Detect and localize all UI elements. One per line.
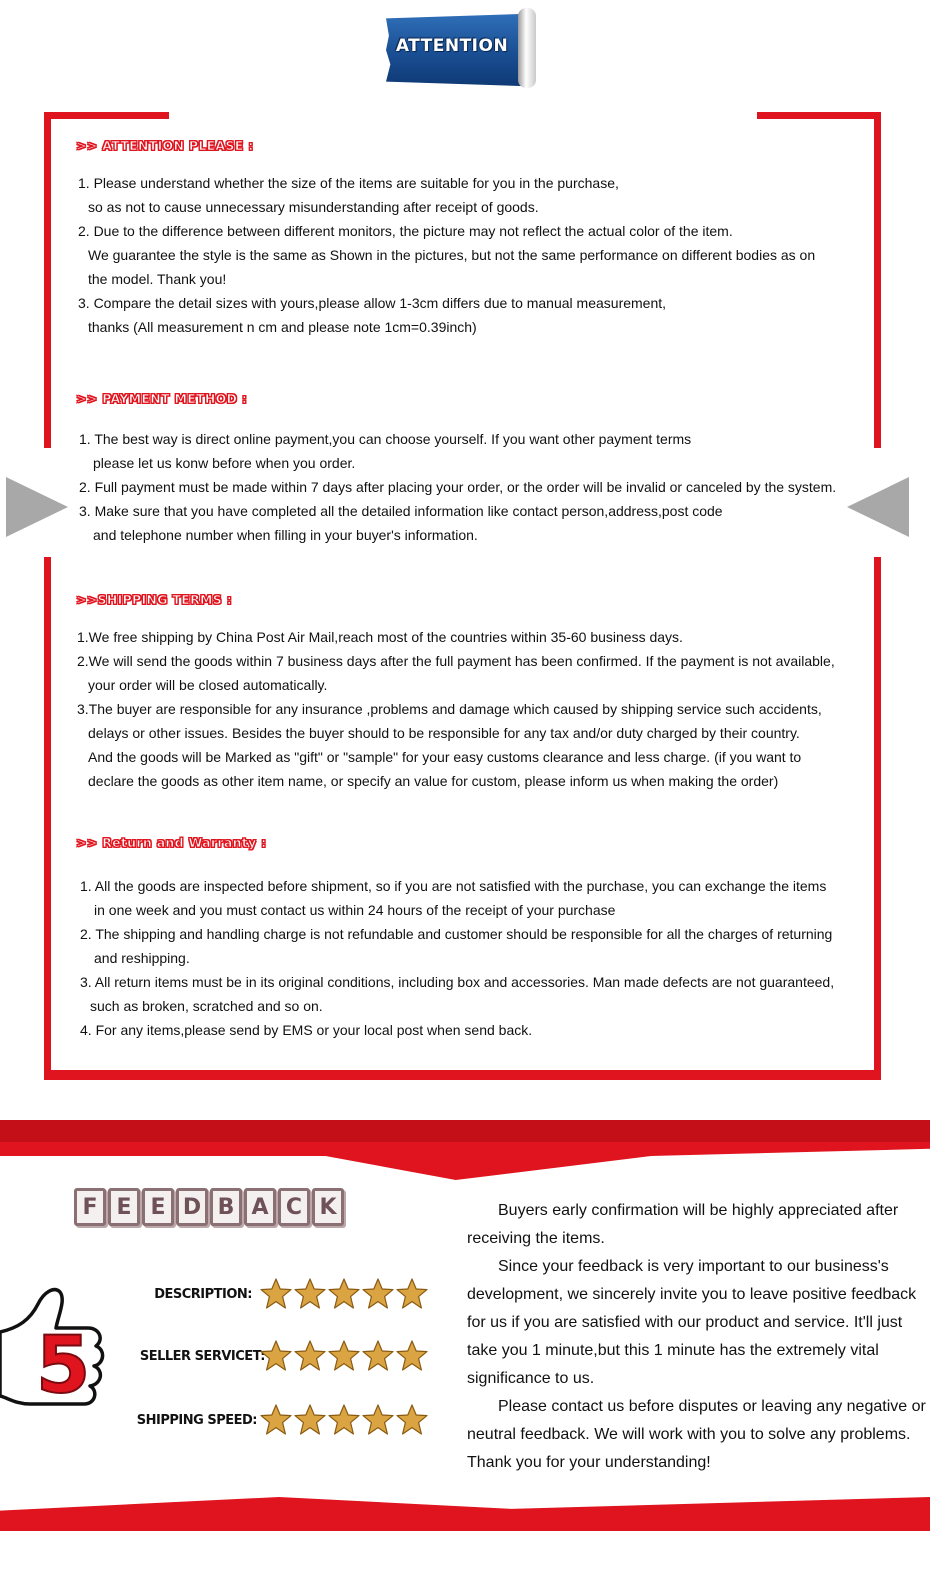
feedback-bottom-wave (0, 1497, 930, 1531)
feedback-letter: D (176, 1188, 208, 1226)
star-icon (396, 1404, 428, 1436)
rating-label: SELLER SERVICET: (139, 1348, 265, 1364)
attention-list (78, 171, 815, 339)
star-icon (396, 1278, 428, 1310)
star-icon (260, 1340, 292, 1372)
list-item: please let us konw before when you order. (93, 455, 356, 471)
payment-list (79, 427, 836, 547)
list-item: 1. All the goods are inspected before shipment, so if you are not satisfied with the purchase, you can exchange the items (80, 878, 827, 894)
feedback-letter: E (108, 1188, 140, 1226)
list-item: 3. All return items must be in its original conditions, including box and accessories. Man made defects are not guaranteed, (80, 974, 835, 990)
banner-scroll-curl (518, 8, 536, 88)
list-item: We guarantee the style is the same as Shown in the pictures, but not the same performance on different bodies as on (88, 247, 816, 263)
feedback-message (467, 1197, 927, 1477)
list-item: 3. Make sure that you have completed all the detailed information like contact person,address,post code (79, 503, 723, 519)
shipping-heading: >>SHIPPING TERMS : (76, 592, 232, 607)
feedback-paragraph: Since your feedback is very important to our business's development, we sincerely invite you to leave positive feedback for us if you are satisfied with our product and service. It'll just take you 1 minute,but this 1 minute has the extremely vital significance to us. (467, 1258, 917, 1387)
next-arrow-icon[interactable] (847, 477, 909, 537)
thumbs-up-five-icon (0, 1280, 110, 1420)
feedback-letter: E (142, 1188, 174, 1226)
payment-heading: >> PAYMENT METHOD : (76, 391, 248, 406)
star-icon (396, 1340, 428, 1372)
feedback-letter: A (244, 1188, 276, 1226)
thumb-number: 5 (36, 1321, 91, 1411)
star-icon (362, 1340, 394, 1372)
list-item: and reshipping. (94, 950, 190, 966)
rating-row (110, 1340, 428, 1372)
list-item: delays or other issues. Besides the buyer should to be responsible for any tax and/or duty charged by their country. (88, 725, 800, 741)
star-group (260, 1404, 428, 1436)
feedback-paragraph: Please contact us before disputes or leaving any negative or neutral feedback. We will work with you to solve any problems. Thank you for your understanding! (467, 1398, 926, 1471)
list-item: so as not to cause unnecessary misunderstanding after receipt of goods. (88, 199, 539, 215)
star-icon (260, 1278, 292, 1310)
list-item: and telephone number when filling in your buyer's information. (93, 527, 478, 543)
list-item: 2. The shipping and handling charge is not refundable and customer should be responsible for all the charges of returning (80, 926, 833, 942)
list-item: 4. For any items,please send by EMS or your local post when send back. (80, 1022, 533, 1038)
list-item: your order will be closed automatically. (88, 677, 328, 693)
star-icon (294, 1278, 326, 1310)
list-item: thanks (All measurement n cm and please note 1cm=0.39inch) (88, 319, 477, 335)
attention-heading: >> ATTENTION PLEASE : (76, 138, 254, 153)
list-item: 1.We free shipping by China Post Air Mail,reach most of the countries within 35-60 business days. (77, 629, 683, 645)
star-icon (328, 1404, 360, 1436)
feedback-letter: K (312, 1188, 344, 1226)
list-item: 3. Compare the detail sizes with yours,please allow 1-3cm differs due to manual measurement, (78, 295, 667, 311)
feedback-title (74, 1188, 344, 1226)
feedback-letter: C (278, 1188, 310, 1226)
list-item: 1. Please understand whether the size of the items are suitable for you in the purchase, (78, 175, 619, 191)
list-item: 2.We will send the goods within 7 business days after the full payment has been confirmed. If the payment is not available, (77, 653, 835, 669)
star-icon (294, 1404, 326, 1436)
list-item: 1. The best way is direct online payment,you can choose yourself. If you want other payment terms (79, 431, 692, 447)
list-item: such as broken, scratched and so on. (90, 998, 323, 1014)
list-item: 3.The buyer are responsible for any insurance ,problems and damage which caused by shipping service such accidents, (77, 701, 822, 717)
list-item: And the goods will be Marked as "gift" or "sample" for your easy customs clearance and less charge. (if you want to (88, 749, 802, 765)
star-group (260, 1278, 428, 1310)
returns-list (80, 874, 834, 1042)
returns-heading: >> Return and Warranty : (76, 835, 267, 850)
shipping-list (77, 625, 835, 793)
feedback-top-band (0, 1120, 930, 1142)
star-icon (362, 1278, 394, 1310)
list-item: in one week and you must contact us within 24 hours of the receipt of your purchase (94, 902, 616, 918)
star-icon (328, 1340, 360, 1372)
star-icon (328, 1278, 360, 1310)
star-group (260, 1340, 428, 1372)
list-item: the model. Thank you! (88, 271, 227, 287)
rating-row (110, 1278, 428, 1310)
star-icon (362, 1404, 394, 1436)
star-icon (294, 1340, 326, 1372)
prev-arrow-icon[interactable] (6, 477, 68, 537)
feedback-paragraph: Buyers early confirmation will be highly appreciated after receiving the items. (467, 1202, 899, 1247)
rating-row (110, 1404, 428, 1436)
banner-title: ATTENTION (395, 36, 509, 56)
feedback-letter: F (74, 1188, 106, 1226)
list-item: 2. Due to the difference between different monitors, the picture may not reflect the actual color of the item. (78, 223, 733, 239)
rating-label: DESCRIPTION: (154, 1286, 252, 1302)
feedback-letter: B (210, 1188, 242, 1226)
rating-label: SHIPPING SPEED: (136, 1412, 257, 1428)
list-item: declare the goods as other item name, or specify an value for custom, please inform us when making the order) (88, 773, 779, 789)
list-item: 2. Full payment must be made within 7 days after placing your order, or the order will be invalid or canceled by the system. (79, 479, 837, 495)
star-icon (260, 1404, 292, 1436)
